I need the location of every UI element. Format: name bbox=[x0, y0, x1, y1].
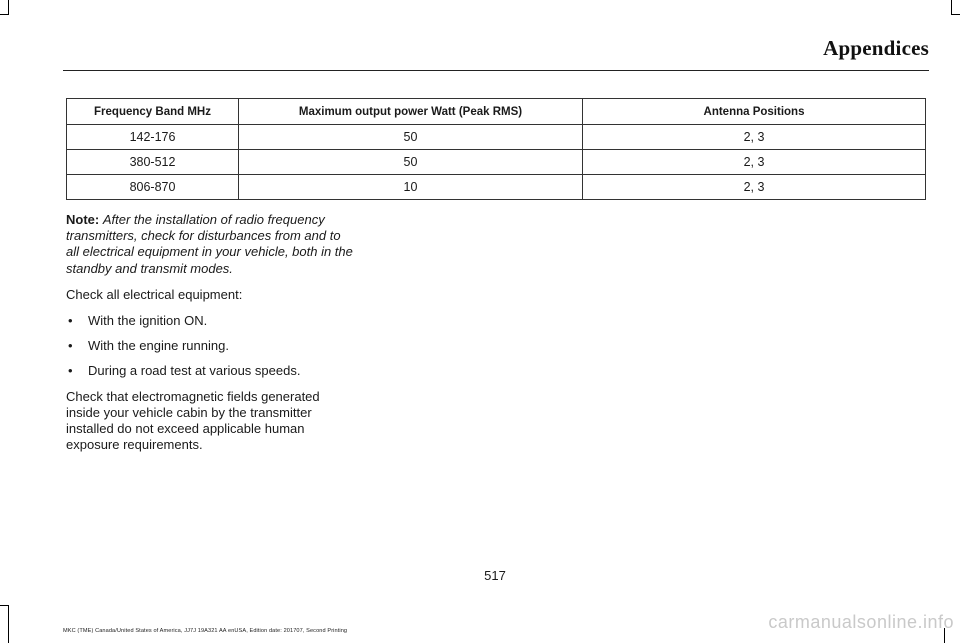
footer-text: MKC (TME) Canada/United States of America, JJ7J 19A321 AA enUSA, Edition date: 201707, Second Printing bbox=[63, 628, 348, 634]
check-intro: Check all electrical equipment: bbox=[66, 286, 243, 302]
table-row bbox=[67, 175, 926, 200]
note-label: Note: bbox=[66, 212, 100, 227]
table-cell: 2, 3 bbox=[583, 125, 926, 150]
header-divider bbox=[63, 70, 929, 71]
crop-mark bbox=[951, 14, 960, 15]
frequency-table bbox=[66, 98, 926, 200]
watermark: carmanualsonline.info bbox=[768, 612, 954, 632]
list-item: • With the engine running. bbox=[66, 338, 356, 354]
crop-mark bbox=[8, 0, 9, 14]
page-number: 517 bbox=[484, 568, 506, 583]
crop-mark bbox=[8, 605, 9, 643]
crop-mark bbox=[0, 14, 9, 15]
table-cell: 380-512 bbox=[67, 150, 239, 175]
note-text: After the installation of radio frequency transmitters, check for disturbances from and to all electrical equipment in your vehicle, both in the standby and transmit modes. bbox=[66, 212, 353, 276]
column-header: Frequency Band MHz bbox=[67, 99, 239, 125]
table-row bbox=[67, 125, 926, 150]
table-cell: 50 bbox=[239, 125, 583, 150]
closing-paragraph: Check that electromagnetic fields generated inside your vehicle cabin by the transmitter installed do not exceed applicable human exposure requirements. bbox=[66, 388, 320, 453]
table-cell: 2, 3 bbox=[583, 175, 926, 200]
table-cell: 806-870 bbox=[67, 175, 239, 200]
column-header: Antenna Positions bbox=[583, 99, 926, 125]
list-item: • With the ignition ON. bbox=[66, 313, 356, 329]
table-cell: 10 bbox=[239, 175, 583, 200]
note-paragraph bbox=[66, 212, 356, 277]
check-list bbox=[66, 313, 356, 380]
column-header: Maximum output power Watt (Peak RMS) bbox=[239, 99, 583, 125]
list-item: • During a road test at various speeds. bbox=[66, 363, 356, 379]
table-header-row bbox=[67, 99, 926, 125]
table-cell: 2, 3 bbox=[583, 150, 926, 175]
page-title: Appendices bbox=[823, 36, 929, 60]
table-row bbox=[67, 150, 926, 175]
crop-mark bbox=[951, 0, 952, 14]
body-text bbox=[66, 212, 356, 463]
crop-mark bbox=[0, 605, 9, 606]
table-cell: 142-176 bbox=[67, 125, 239, 150]
table-cell: 50 bbox=[239, 150, 583, 175]
